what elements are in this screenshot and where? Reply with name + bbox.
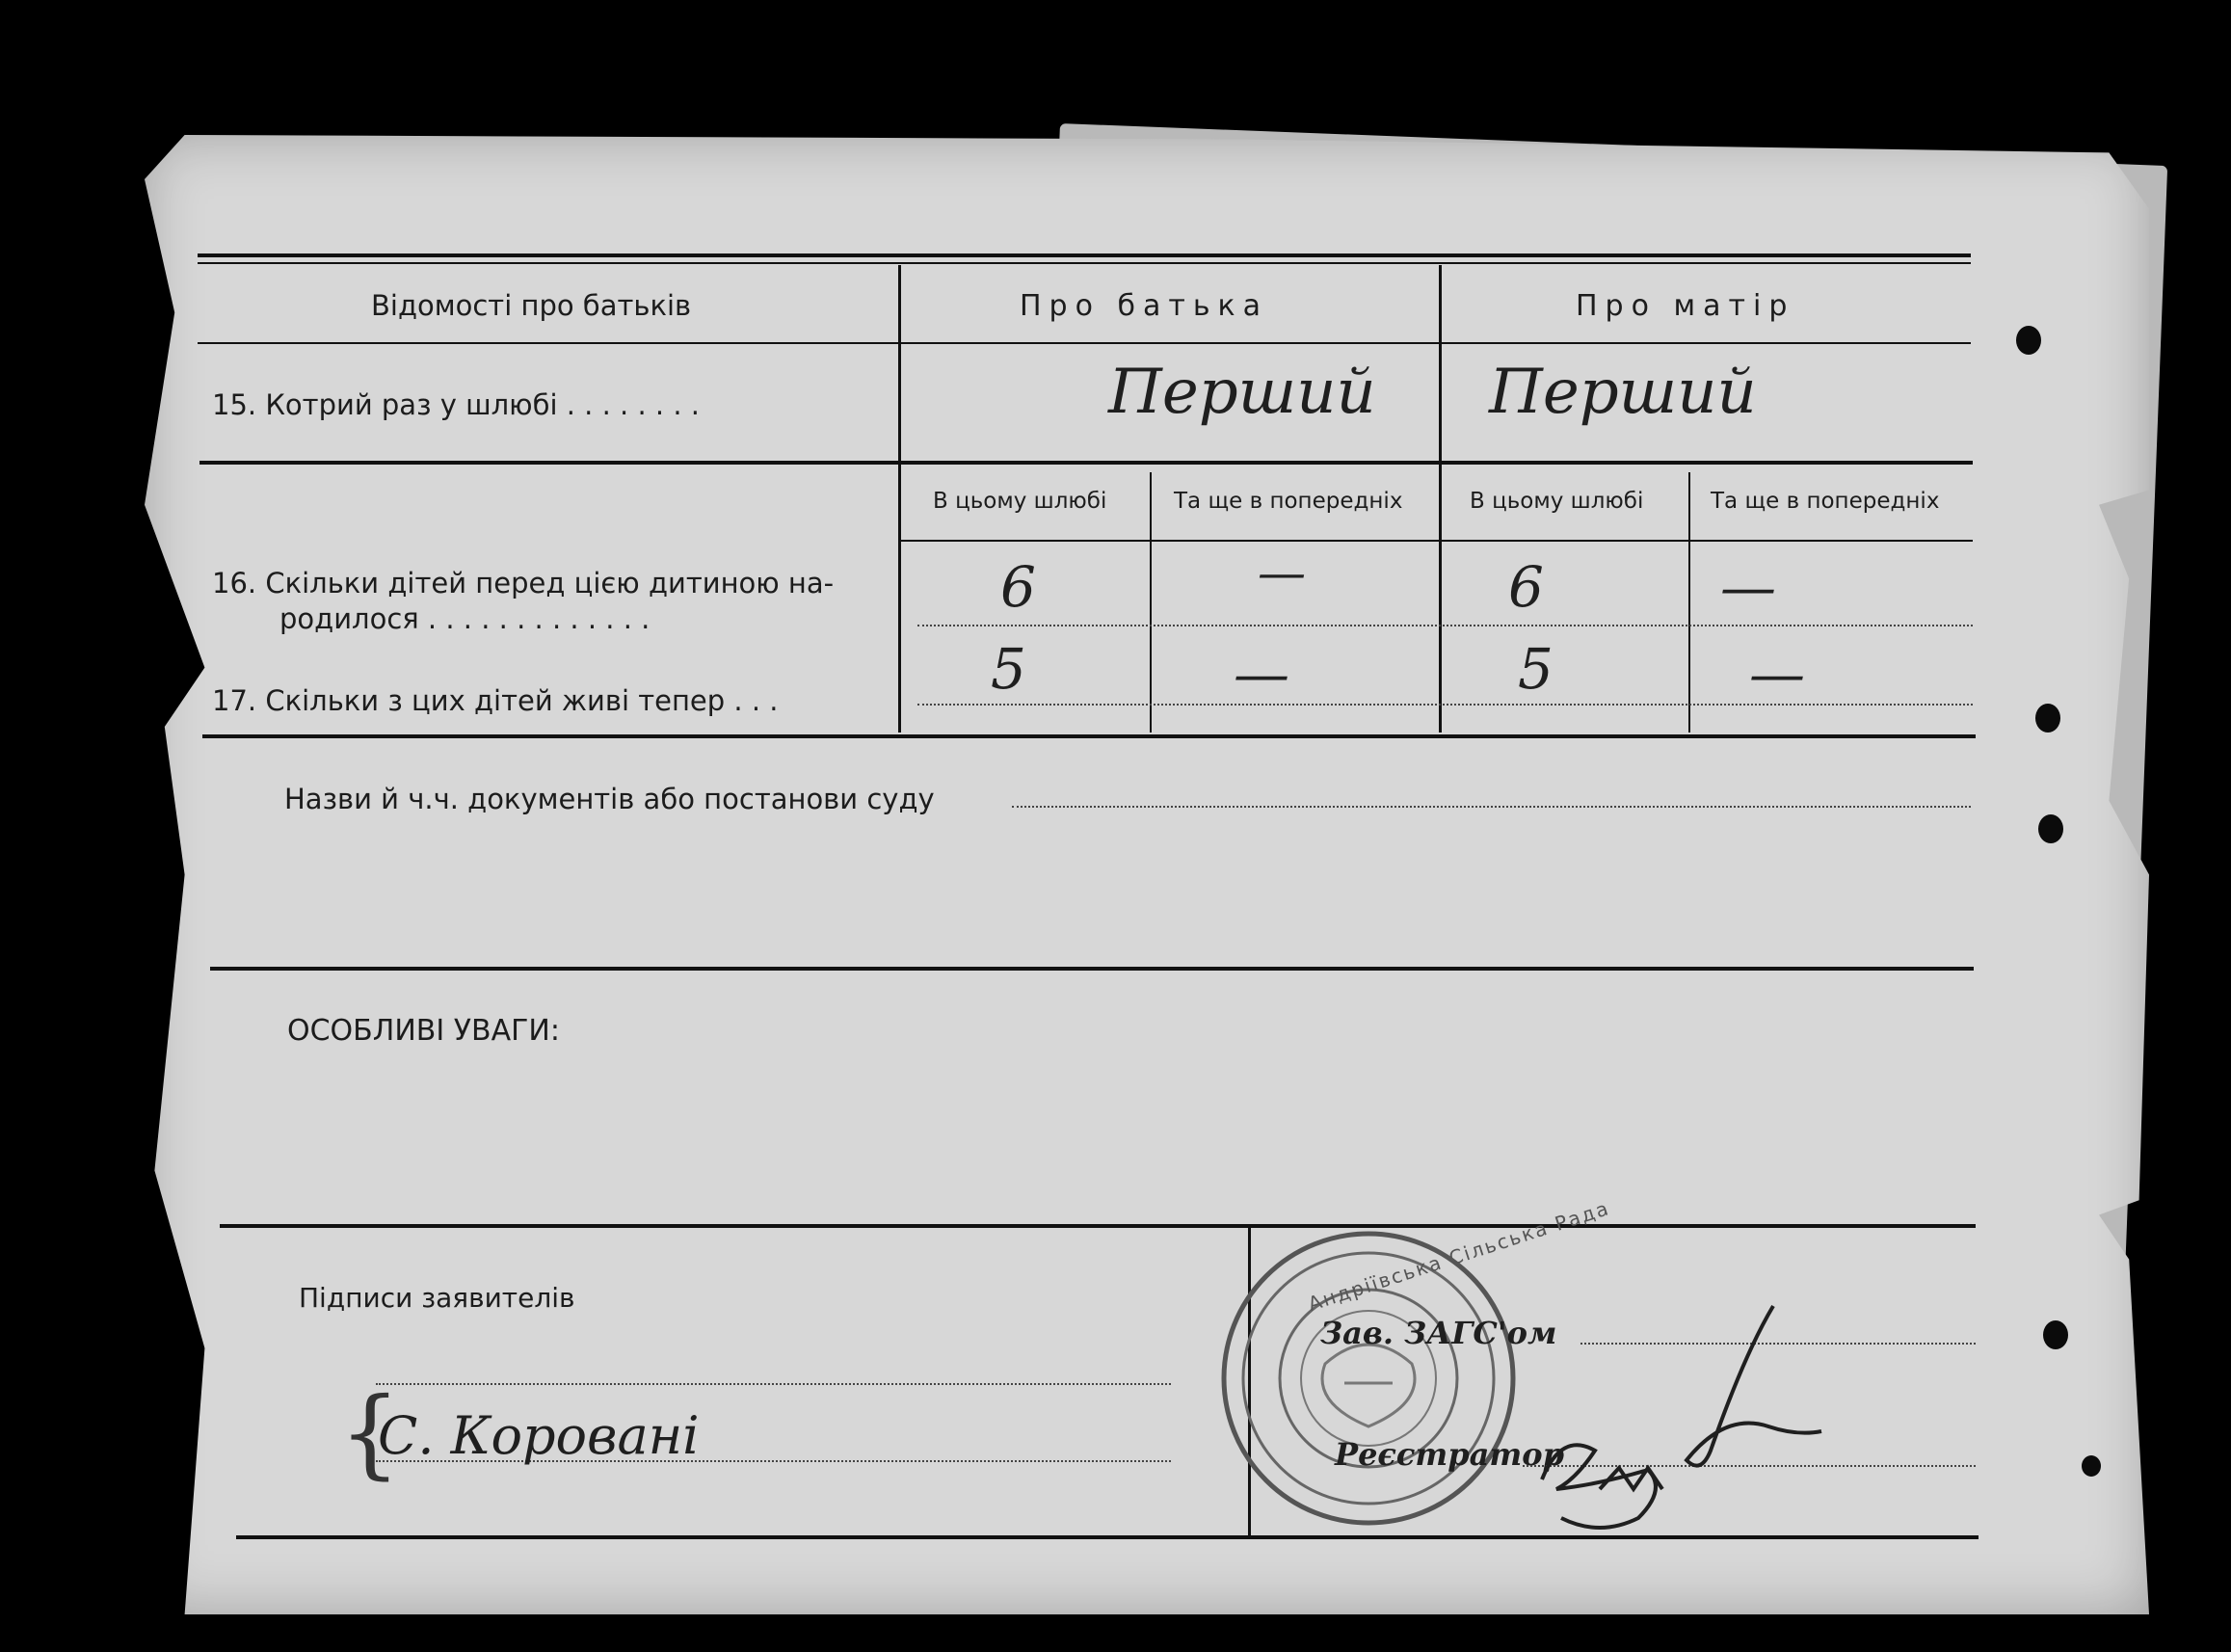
row17-label: 17. Скільки з цих дітей живі тепер . . .: [212, 684, 779, 717]
row15-father-value: Перший: [1108, 357, 1376, 428]
subheader-father-this-marriage: В цьому шлюбі: [933, 489, 1107, 514]
punch-hole: [2043, 1320, 2068, 1349]
row16-father-prev: —: [1258, 545, 1306, 600]
applicant-dotted-line-1: [376, 1383, 1171, 1385]
head-of-registry-label: Зав. ЗАГС'ом: [1320, 1315, 1557, 1351]
documents-dotted-line: [1012, 806, 1971, 808]
header-parents-info: Відомості про батьків: [371, 289, 692, 322]
row17-father-this: 5: [991, 636, 1026, 702]
registrar-signature: [1503, 1296, 1841, 1547]
registrar-label: Реєстратор: [1335, 1436, 1564, 1473]
column-divider: [898, 265, 901, 733]
seal-text: Андріївська Сільська Рада: [1305, 1195, 1613, 1317]
remarks-label: ОСОБЛИВІ УВАГИ:: [287, 1014, 560, 1048]
subheader-mother-this-marriage: В цьому шлюбі: [1470, 489, 1644, 514]
row16-mother-prev: —: [1720, 554, 1776, 620]
column-divider: [1688, 472, 1690, 733]
official-seal: [1209, 1195, 1613, 1537]
subheader-father-previous: Та ще в попередніх: [1174, 489, 1403, 514]
header-about-mother: Про матір: [1576, 289, 1795, 323]
row16-label-line1: 16. Скільки дітей перед цією дитиною на-: [212, 567, 835, 600]
column-divider: [1150, 472, 1152, 733]
remarks-bottom-rule: [220, 1224, 1976, 1228]
applicant-bracket: {: [339, 1376, 401, 1489]
column-divider: [1439, 265, 1442, 733]
row15-label: 15. Котрий раз у шлюбі . . . . . . . .: [212, 388, 700, 421]
punch-hole: [2035, 704, 2060, 733]
row15-bottom-rule: [199, 461, 1973, 465]
punch-hole: [2038, 814, 2063, 843]
applicants-signature-label: Підписи заявителів: [299, 1282, 575, 1314]
subheader-rule: [901, 540, 1973, 542]
documents-label: Назви й ч.ч. документів або постанови суду: [284, 783, 935, 815]
subheader-mother-previous: Та ще в попередніх: [1711, 489, 1940, 514]
row17-mother-this: 5: [1518, 636, 1554, 702]
signature-bottom-rule: [236, 1535, 1979, 1539]
row16-mother-this: 6: [1508, 554, 1544, 620]
row16-label-line2: родилося . . . . . . . . . . . . .: [279, 602, 651, 635]
documents-bottom-rule: [210, 967, 1974, 971]
punch-hole: [2016, 326, 2041, 355]
row17-dotted-line: [917, 704, 1973, 706]
row16-father-this: 6: [1000, 554, 1036, 620]
punch-hole: [2082, 1455, 2101, 1477]
header-about-father: Про батька: [1020, 289, 1269, 323]
row17-mother-prev: —: [1749, 641, 1805, 706]
row15-mother-value: Перший: [1489, 357, 1757, 428]
applicant-signature: С. Коровані: [378, 1405, 700, 1466]
table-top-rule-2: [198, 262, 1971, 264]
table-top-rule: [198, 253, 1971, 257]
header-rule: [198, 342, 1971, 344]
row16-dotted-line: [917, 625, 1973, 626]
table-bottom-rule: [202, 734, 1976, 738]
row17-father-prev: —: [1234, 641, 1289, 706]
